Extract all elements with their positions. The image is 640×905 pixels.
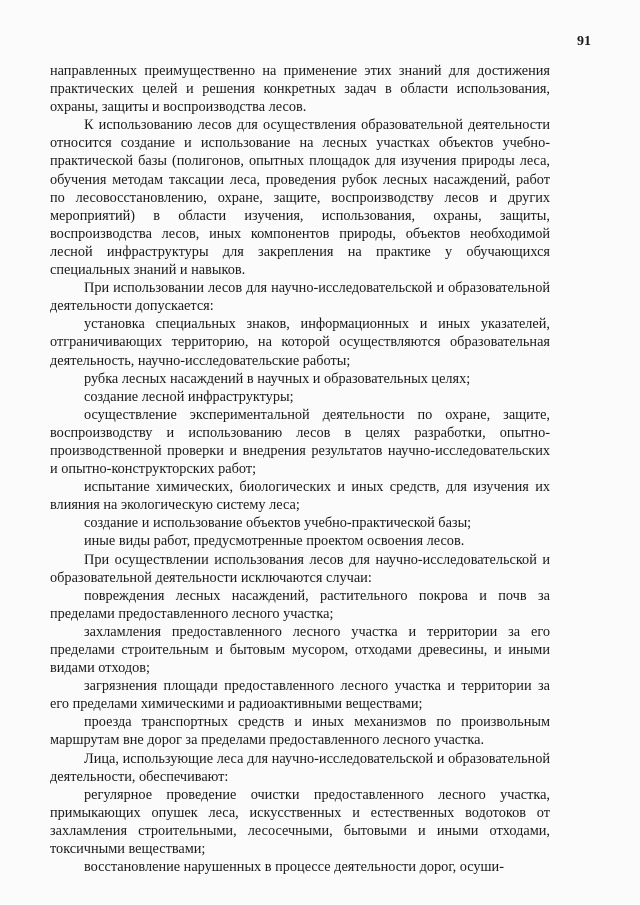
list-item: установка специальных знаков, информационных и иных указателей, отграничивающих территорию, на которой осуществляются образовательная деятельность, научно-исследовательские работы; [50, 316, 550, 369]
page-number: 91 [577, 34, 591, 49]
paragraph: Лица, использующие леса для научно-исследовательской и образовательной деятельности, обеспечивают: [50, 750, 550, 785]
paragraph: При использовании лесов для научно-исследовательской и образовательной деятельности допускается: [50, 280, 550, 315]
list-item: испытание химических, биологических и иных средств, для изучения их влияния на экологическую систему леса; [50, 479, 550, 514]
paragraph: При осуществлении использования лесов для научно-исследовательской и образовательной деятельности исключаются случаи: [50, 551, 550, 586]
paragraph: направленных преимущественно на применение этих знаний для достижения практических целей и решения конкретных задач в области использования, охраны, защиты и воспроизводства лесов. [50, 63, 550, 116]
list-item: регулярное проведение очистки предоставленного лесного участка, примыкающих опушек леса, искусственных и естественных водотоков от захламления строительными, лесосечными, бытовыми и иными отходами, токсичными веществами; [50, 786, 550, 858]
list-item: рубка лесных насаждений в научных и образовательных целях; [84, 370, 471, 387]
list-item: создание лесной инфраструктуры; [84, 388, 294, 405]
list-item: повреждения лесных насаждений, растительного покрова и почв за пределами предоставленного лесного участка; [50, 587, 550, 622]
list-item: создание и использование объектов учебно-практической базы; [84, 515, 472, 532]
list-item: иные виды работ, предусмотренные проектом освоения лесов. [84, 533, 465, 550]
list-item: проезда транспортных средств и иных механизмов по произвольным маршрутам вне дорог за пределами предоставленного лесного участка. [50, 714, 550, 749]
list-item: захламления предоставленного лесного участка и территории за его пределами строительным и бытовым мусором, отходами древесины, и иными видами отходов; [50, 623, 550, 677]
list-item: осуществление экспериментальной деятельности по охране, защите, воспроизводству и использованию лесов в целях разработки, опытно-производственной проверки и внедрения результатов научно-исследовательских и опытно-конструкторских работ; [50, 406, 550, 478]
list-item: загрязнения площади предоставленного лесного участка и территории за его пределами химическими и радиоактивными веществами; [50, 678, 550, 713]
list-item: восстановление нарушенных в процессе деятельности дорог, осуши- [84, 859, 504, 876]
paragraph: К использованию лесов для осуществления образовательной деятельности относится создание и использование на лесных участках объектов учебно-практической базы (полигонов, опытных площадок для изучения природы леса, обучения методам таксации леса, проведения рубок лесных насаждений, работ по лесовосстановлению, охране, защите, воспроизводству лесов и других мероприятий) в области изучения, использования, охраны, защиты, воспроизводства лесов, иных компонентов природы, объектов необходимой лесной инфраструктуры для закрепления на практике у обучающихся специальных знаний и навыков. [50, 117, 550, 279]
document-body [50, 62, 550, 876]
